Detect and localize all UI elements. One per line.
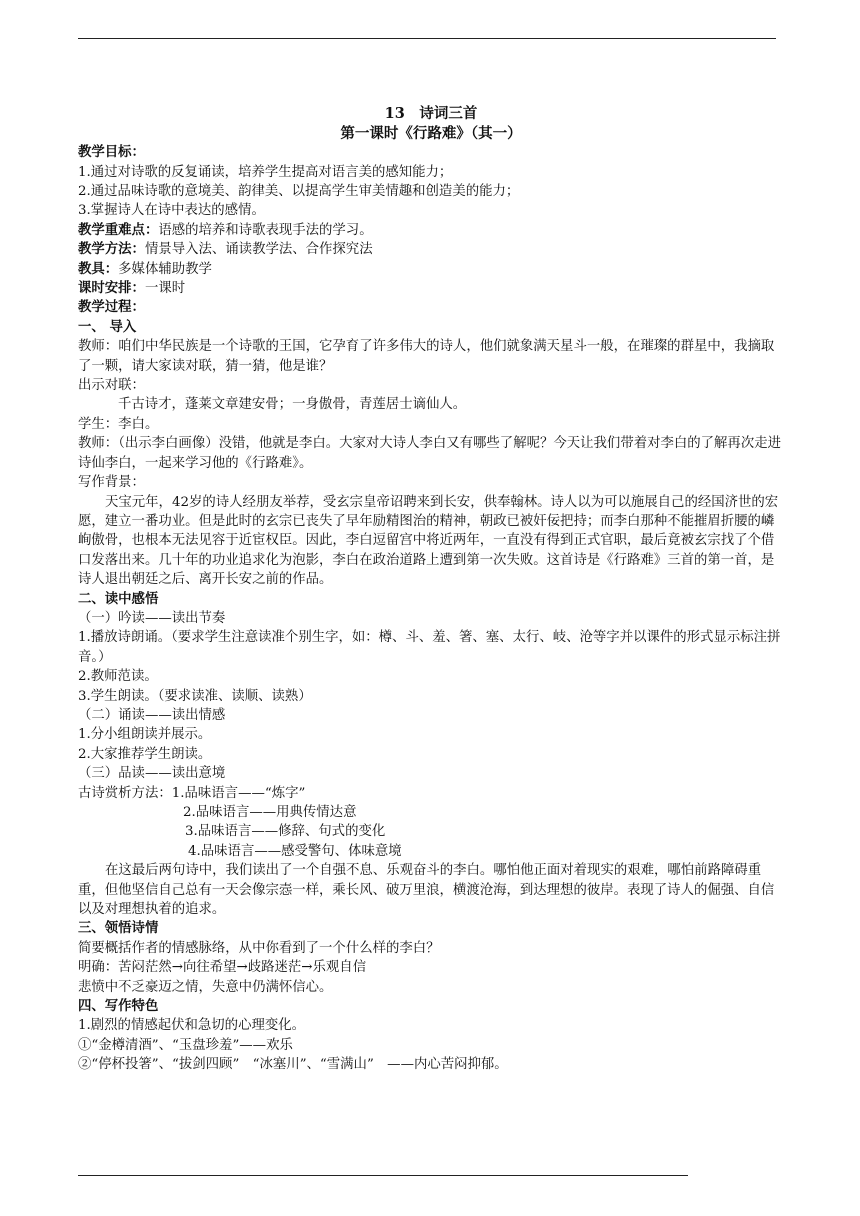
list-item: 1.剧烈的情感起伏和急切的心理变化。 [78, 1018, 306, 1034]
background-label: 写作背景： [78, 475, 145, 491]
lesson-subtitle: 第一课时《行路难》（其一） [340, 124, 522, 142]
question-text: 简要概括作者的情感脉络，从中你看到了一个什么样的李白？ [78, 940, 440, 956]
background-paragraph: 天宝元年，42岁的诗人经朋友举荐，受玄宗皇帝诏聘来到长安，供奉翰林。诗人以为可以施展自己的经国济世的宏愿，建立一番功业。但是此时的玄宗已丧失了早年励精图治的精神，朝政已被奸佞把持；而李白那种不能摧眉折腰的嶙峋傲骨，也根本无法见容于近宦权臣。因此，李白逗留宫中将近两年，一直没有得到正式官职，最后竟被玄宗找了个借口发落出来。几十年的功业追求化为泡影，李白在政治道路上遭到第一次失败。这首诗是《行路难》三首的第一首，是诗人退出朝廷之后、离开长安之前的作品。 [78, 494, 779, 588]
footer-rule [78, 1175, 688, 1176]
section-heading-3: 三、领悟诗情 [78, 920, 159, 937]
list-item: 3.品味语言——修辞、句式的变化 [185, 824, 386, 840]
student-answer: 学生：李白。 [78, 416, 159, 432]
couplet-label: 出示对联： [78, 378, 145, 394]
focus-text: 语感的培养和诗歌表现手法的学习。 [158, 222, 373, 238]
document-body [78, 104, 784, 1075]
answer-text: 明确：苦闷茫然→向往希望→歧路迷茫→乐观自信 [78, 960, 367, 976]
section-heading-1: 一、 导入 [78, 318, 137, 335]
schedule-label: 课时安排： [78, 280, 145, 297]
list-item: 1.播放诗朗诵。（要求学生注意读准个别生字，如：樽、斗、羞、箸、塞、太行、岐、沧等字并以课件的形式显示标注拼音。） [78, 630, 781, 665]
list-item: 1.品味语言——“炼字” [171, 785, 306, 801]
section-heading-4: 四、写作特色 [78, 998, 159, 1015]
teacher-intro-paragraph: 教师：咱们中华民族是一个诗歌的王国，它孕育了许多伟大的诗人，他们就象满天星斗一般，在璀璨的群星中，我摘取了一颗，请大家读对联，猜一猜，他是谁？ [78, 339, 775, 374]
subsection-heading: （三）品读——读出意境 [78, 766, 226, 782]
focus-row [78, 221, 784, 240]
subsection-heading: （一）吟读——读出节奏 [78, 610, 226, 626]
goal-item: 2.通过品味诗歌的意境美、韵律美、以提高学生审美情趣和创造美的能力； [78, 184, 520, 199]
list-item: 2.教师范读。 [78, 669, 158, 685]
header-rule [78, 38, 776, 39]
goal-item: 3.掌握诗人在诗中表达的感情。 [78, 203, 265, 219]
goals-label: 教学目标： [78, 144, 145, 161]
schedule-text: 一课时 [144, 281, 186, 297]
summary-paragraph: 在这最后两句诗中，我们读出了一个自强不息、乐观奋斗的李白。哪怕他正面对着现实的艰难，哪怕前路障碍重重，但他坚信自己总有一天会像宗悫一样，乘长风、破万里浪，横渡沧海，到达理想的彼岸。表现了诗人的倔强、自信以及对理想执着的追求。 [78, 863, 775, 918]
focus-label: 教学重难点： [78, 221, 159, 238]
list-item: 2.大家推荐学生朗读。 [78, 746, 212, 762]
list-item: 2.品味语言——用典传情达意 [183, 805, 357, 820]
section-heading-2: 二、读中感悟 [78, 590, 159, 607]
tool-label: 教具： [78, 260, 119, 277]
list-item: ①“金樽清酒”、“玉盘珍羞”——欢乐 [78, 1037, 293, 1053]
list-item: 3.学生朗读。（要求读准、读顺、读熟） [78, 688, 312, 704]
lesson-title: 13 诗词三首 [384, 105, 478, 122]
schedule-row [78, 279, 784, 298]
tool-text: 多媒体辅助教学 [118, 261, 212, 277]
answer-text: 悲愤中不乏豪迈之情，失意中仍满怀信心。 [78, 979, 333, 995]
list-item: 4.品味语言——感受警句、体味意境 [188, 843, 402, 859]
method-list-first [78, 784, 784, 803]
couplet-text: 千古诗才，蓬莱文章建安骨；一身傲骨，青莲居士谪仙人。 [118, 397, 467, 413]
method-row [78, 240, 784, 259]
method-label: 教学方法： [78, 241, 145, 258]
appreciation-method-label: 古诗赏析方法： [78, 785, 172, 801]
process-label: 教学过程： [78, 299, 145, 316]
method-text: 情景导入法、诵读教学法、合作探究法 [144, 242, 373, 258]
goal-item: 1.通过对诗歌的反复诵读，培养学生提高对语言美的感知能力； [78, 164, 453, 180]
teacher-followup-paragraph: 教师：（出示李白画像）没错，他就是李白。大家对大诗人李白又有哪些了解呢？今天让我们带着对李白的了解再次走进诗仙李白，一起来学习他的《行路难》。 [78, 436, 781, 471]
tool-row [78, 260, 784, 279]
list-item: 1.分小组朗读并展示。 [78, 727, 212, 743]
list-item: ②“停杯投箸”、“拔剑四顾” “冰塞川”、“雪满山” ——内心苦闷抑郁。 [78, 1057, 508, 1073]
subsection-heading: （二）诵读——读出情感 [78, 707, 226, 723]
